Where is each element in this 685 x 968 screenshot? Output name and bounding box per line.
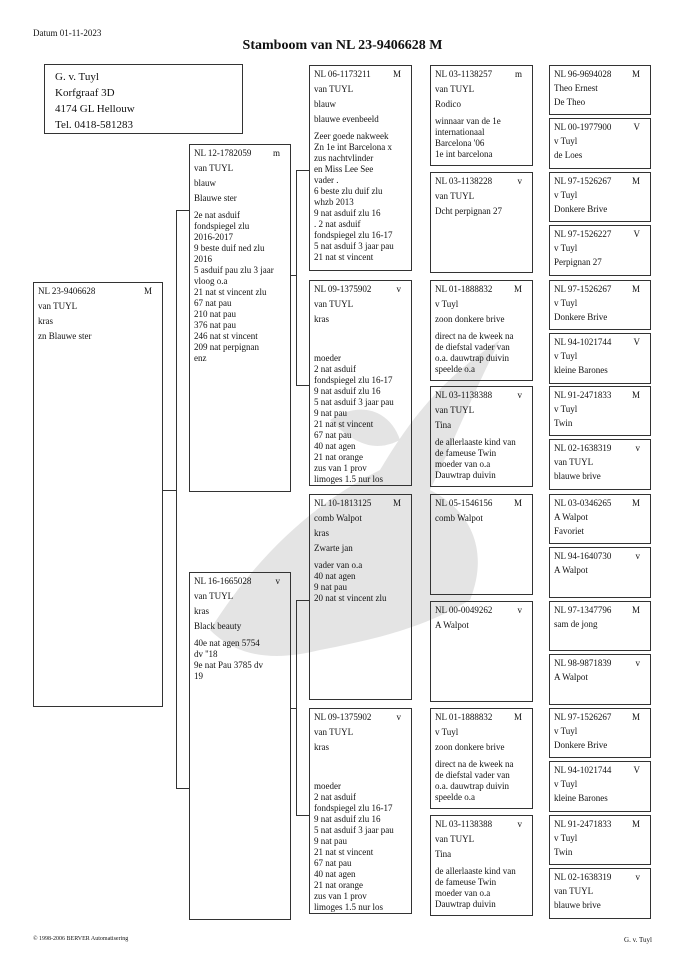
g4-line1: A Walpot [554,512,588,522]
g4-line2: blauwe brive [554,471,601,481]
g4-line1: v Tuyl [554,243,578,253]
grandparent-mm-card [309,708,412,914]
owner-city: 4174 GL Hellouw [55,103,135,115]
g3-ring: NL 03-1138257 [435,69,493,79]
g4-sex: V [633,229,640,239]
g4-line1: v Tuyl [554,726,578,736]
fm-sex: v [396,284,401,294]
fm-note: moeder 2 nat asduif fondspiegel zlu 16-17 9 nat asduif zlu 16 5 nat asduif 3 jaar pau 9 nat pau 21 nat st vincent 67 nat pau 40 nat agen 21 nat orange zus van 1 prov limoges 1.5 nur los [314,353,394,484]
g4-ring: NL 98-9871839 [554,658,612,668]
g4-line1: A Walpot [554,565,588,575]
g4-ring: NL 91-2471833 [554,819,612,829]
ff-breeder: van TUYL [314,84,354,94]
g3-breeder: van TUYL [435,191,475,201]
mf-breeder: comb Walpot [314,513,362,523]
g4-line1: van TUYL [554,457,594,467]
g3-breeder: v Tuyl [435,727,459,737]
g4-ring: NL 94-1021744 [554,337,612,347]
g4-line1: v Tuyl [554,404,578,414]
mm-color: kras [314,742,329,752]
g4-ring: NL 91-2471833 [554,390,612,400]
g3-ring: NL 01-1888832 [435,284,493,294]
g4-ring: NL 97-1347796 [554,605,612,615]
g3-sex: v [517,605,522,615]
g3-ring: NL 03-1138228 [435,176,493,186]
g3-card [430,65,533,166]
g4-ring: NL 97-1526267 [554,284,612,294]
g3-sex: M [513,284,522,294]
g3-note: direct na de kweek na de diefstal vader van o.a. dauwtrap duivin speelde o.a [435,759,514,802]
g3-card [430,494,533,595]
owner-address-box [44,64,243,134]
mother-color: kras [194,606,209,616]
g4-sex: M [631,712,640,722]
g4-card [549,654,651,705]
g4-line1: v Tuyl [554,298,578,308]
fm-breeder: van TUYL [314,299,354,309]
g4-card [549,547,651,598]
page-title: Stamboom van NL 23-9406628 M [242,38,443,53]
g3-name: Tina [435,420,452,430]
g4-sex: M [631,69,640,79]
g4-card [549,815,651,865]
father-note: 2e nat asduif fondspiegel zlu 2016-2017 9 beste duif ned zlu 2016 5 asduif pau zlu 3 jaar vloog o.a 21 nat st vincent zlu 67 nat pau 210 nat pau 376 nat pau 246 nat st vincent 209 nat perpignan enz [194,210,274,363]
g4-line1: sam de jong [554,619,598,629]
g4-line2: De Theo [554,97,586,107]
g4-ring: NL 97-1526227 [554,229,612,239]
mf-name: Zwarte jan [314,543,353,553]
ff-name: blauwe evenbeeld [314,114,379,124]
g4-sex: M [631,498,640,508]
g4-sex: v [635,551,640,561]
g3-breeder: A Walpot [435,620,469,630]
mother-name: Black beauty [194,621,242,631]
subject-ring: NL 23-9406628 [38,286,96,296]
g3-sex: v [517,176,522,186]
g4-sex: v [635,443,640,453]
subject-name: zn Blauwe ster [38,331,92,341]
g4-sex: M [631,284,640,294]
g3-card [430,815,533,916]
g4-sex: M [631,176,640,186]
ff-ring: NL 06-1173211 [314,69,371,79]
g3-breeder: v Tuyl [435,299,459,309]
g4-line1: van TUYL [554,886,594,896]
g3-name: Dcht perpignan 27 [435,206,502,216]
g4-ring: NL 00-1977900 [554,122,612,132]
g3-sex: M [513,712,522,722]
g3-name: Tina [435,849,452,859]
grandparent-ff-card [309,65,412,271]
g4-line2: Donkere Brive [554,204,608,214]
g4-line1: v Tuyl [554,136,578,146]
grandparent-mf-card [309,494,412,700]
g4-ring: NL 02-1638319 [554,443,612,453]
g4-card [549,761,651,812]
g4-sex: M [631,390,640,400]
g4-card [549,172,651,222]
father-card [189,144,291,492]
g3-ring: NL 03-1138388 [435,390,493,400]
g4-ring: NL 94-1640730 [554,551,612,561]
g3-note: winnaar van de 1e internationaal Barcelona '06 1e int barcelona [435,116,501,159]
mother-card [189,572,291,920]
g4-line2: blauwe brive [554,900,601,910]
g4-line2: kleine Barones [554,793,608,803]
g3-card [430,280,533,381]
g4-card [549,386,651,436]
mm-sex: v [396,712,401,722]
g4-sex: v [635,658,640,668]
g4-line1: A Walpot [554,672,588,682]
g4-line1: v Tuyl [554,779,578,789]
g3-ring: NL 00-0049262 [435,605,493,615]
g3-card [430,601,533,702]
g4-card [549,225,651,276]
g4-card [549,439,651,490]
mf-color: kras [314,528,329,538]
mf-note: vader van o.a 40 nat agen 9 nat pau 20 nat st vincent zlu [314,560,387,603]
g3-breeder: van TUYL [435,834,475,844]
fm-color: kras [314,314,329,324]
g4-sex: V [633,765,640,775]
g4-sex: M [631,605,640,615]
g4-line2: Perpignan 27 [554,257,602,267]
g4-ring: NL 97-1526267 [554,176,612,186]
mother-note: 40e nat agen 5754 dv ''18 9e nat Pau 3785 dv 19 [194,638,263,681]
grandparent-fm-card [309,280,412,486]
g4-card [549,601,651,651]
g4-sex: V [633,122,640,132]
g3-sex: m [514,69,522,79]
g3-ring: NL 01-1888832 [435,712,493,722]
g3-name: Rodico [435,99,461,109]
footer-copyright: © 1998-2006 BERVER Automatisering [33,936,129,942]
g4-sex: V [633,337,640,347]
mm-ring: NL 09-1375902 [314,712,372,722]
mother-breeder: van TUYL [194,591,234,601]
g4-line2: Twin [554,418,573,428]
g4-card [549,708,651,758]
g4-ring: NL 03-0346265 [554,498,612,508]
g4-line2: Donkere Brive [554,740,608,750]
owner-street: Korfgraaf 3D [55,87,115,99]
g3-ring: NL 03-1138388 [435,819,493,829]
g4-card [549,280,651,330]
footer-owner: G. v. Tuyl [624,936,652,944]
g3-sex: v [517,390,522,400]
g3-note: de allerlaaste kind van de fameuse Twin moeder van o.a Dauwtrap duivin [435,866,516,909]
g3-card [430,386,533,487]
subject-card [33,282,163,707]
owner-name: G. v. Tuyl [55,71,99,83]
g4-card [549,333,651,384]
g4-card [549,65,651,115]
owner-phone: Tel. 0418-581283 [55,119,134,131]
mf-ring: NL 10-1813125 [314,498,372,508]
g4-ring: NL 94-1021744 [554,765,612,775]
g3-ring: NL 05-1546156 [435,498,493,508]
g4-line2: kleine Barones [554,365,608,375]
subject-color: kras [38,316,53,326]
ff-sex: M [392,69,401,79]
g4-line1: v Tuyl [554,833,578,843]
g4-sex: v [635,872,640,882]
ff-color: blauw [314,99,336,109]
g3-name: zoon donkere brive [435,314,505,324]
father-name: Blauwe ster [194,193,237,203]
g3-card [430,708,533,809]
g3-sex: M [513,498,522,508]
g3-breeder: van TUYL [435,84,475,94]
g3-note: de allerlaaste kind van de fameuse Twin moeder van o.a Dauwtrap duivin [435,437,516,480]
father-sex: m [272,148,280,158]
print-date: Datum 01-11-2023 [33,28,102,38]
g3-card [430,172,533,273]
g4-card [549,118,651,169]
mother-sex: v [275,576,280,586]
g3-note: direct na de kweek na de diefstal vader van o.a. dauwtrap duivin speelde o.a [435,331,514,374]
g3-sex: v [517,819,522,829]
fm-ring: NL 09-1375902 [314,284,372,294]
g4-sex: M [631,819,640,829]
g4-line1: v Tuyl [554,190,578,200]
g3-name: zoon donkere brive [435,742,505,752]
g4-card [549,868,651,919]
ff-note: Zeer goede nakweek Zn 1e int Barcelona x zus nachtvlinder en Miss Lee See vader . 6 beste zlu duif zlu whzb 2013 9 nat asduif zlu 16 . 2 nat asduif fondspiegel zlu 16-17 5 nat asduif 3 jaar pau 21 nat st vincent [314,131,394,262]
g3-breeder: van TUYL [435,405,475,415]
mother-ring: NL 16-1665028 [194,576,252,586]
g4-ring: NL 97-1526267 [554,712,612,722]
g4-card [549,494,651,544]
g4-line1: v Tuyl [554,351,578,361]
father-breeder: van TUYL [194,163,234,173]
g4-ring: NL 96-9694028 [554,69,612,79]
father-ring: NL 12-1782059 [194,148,252,158]
father-color: blauw [194,178,216,188]
mm-breeder: van TUYL [314,727,354,737]
g4-line1: Theo Ernest [554,83,598,93]
subject-sex: M [143,286,152,296]
g4-ring: NL 02-1638319 [554,872,612,882]
g3-breeder: comb Walpot [435,513,483,523]
subject-breeder: van TUYL [38,301,78,311]
g4-line2: Favoriet [554,526,584,536]
g4-line2: Donkere Brive [554,312,608,322]
mm-note: moeder 2 nat asduif fondspiegel zlu 16-17 9 nat asduif zlu 16 5 nat asduif 3 jaar pau 9 nat pau 21 nat st vincent 67 nat pau 40 nat agen 21 nat orange zus van 1 prov limoges 1.5 nur los [314,781,394,912]
mf-sex: M [392,498,401,508]
g4-line2: de Loes [554,150,583,160]
g4-line2: Twin [554,847,573,857]
